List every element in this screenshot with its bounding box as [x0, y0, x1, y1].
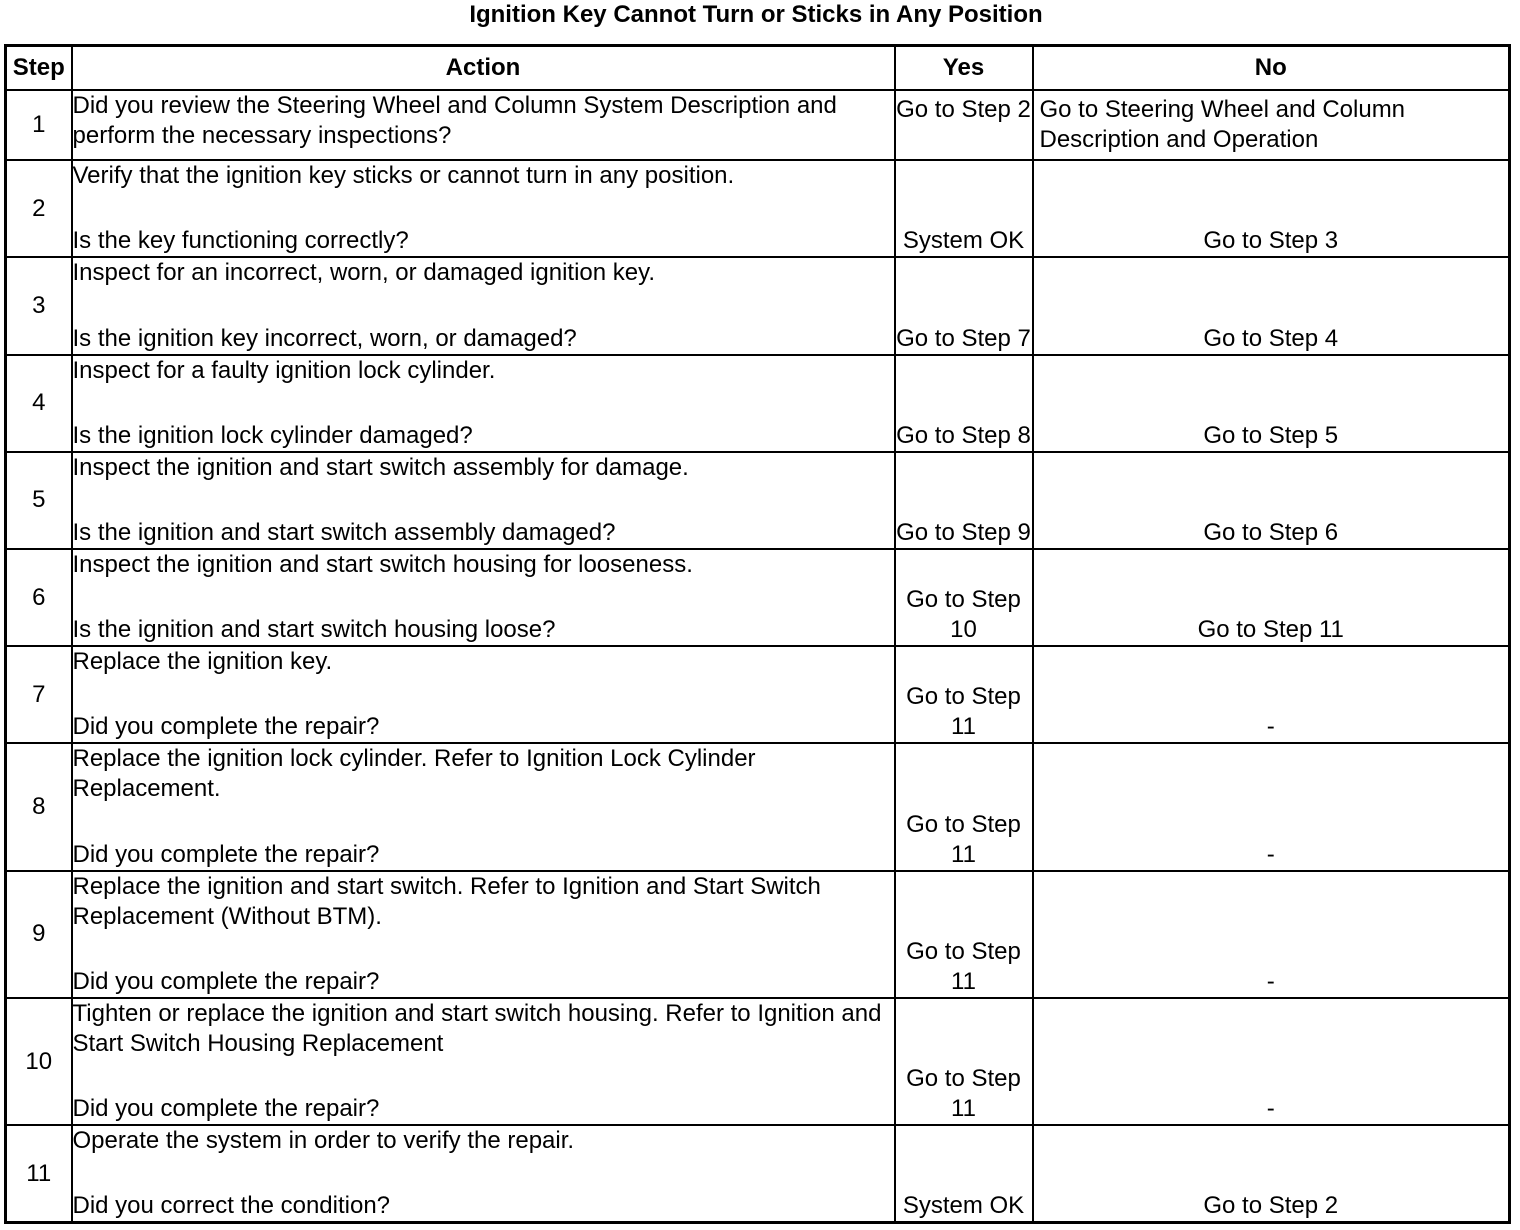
- table-row: [6, 549, 1510, 646]
- yes-cell: Go to Step 11: [895, 743, 1033, 870]
- yes-cell: System OK: [895, 160, 1033, 257]
- action-cell: [72, 998, 895, 1125]
- action-text: Operate the system in order to verify the repair.: [72, 1127, 575, 1155]
- no-cell: Go to Steering Wheel and Column Description and Operation: [1033, 90, 1510, 160]
- action-cell: [72, 549, 895, 646]
- action-cell: [72, 257, 895, 354]
- no-cell: -: [1033, 646, 1510, 743]
- table-row: [6, 355, 1510, 452]
- yes-cell: Go to Step 8: [895, 355, 1033, 452]
- action-cell: [72, 646, 895, 743]
- header-row: [6, 46, 1510, 91]
- yes-cell: Go to Step 9: [895, 452, 1033, 549]
- yes-cell: Go to Step 11: [895, 998, 1033, 1125]
- step-number: 10: [6, 998, 72, 1125]
- table-row: [6, 257, 1510, 354]
- no-cell: Go to Step 2: [1033, 1125, 1510, 1222]
- action-question: Is the ignition lock cylinder damaged?: [72, 421, 473, 449]
- action-question: Did you correct the condition?: [72, 1192, 391, 1219]
- yes-cell: Go to Step 11: [895, 646, 1033, 743]
- table-row: [6, 90, 1510, 160]
- no-cell: Go to Step 11: [1033, 549, 1510, 646]
- step-number: 5: [6, 452, 72, 549]
- no-cell: Go to Step 3: [1033, 160, 1510, 257]
- table-row: [6, 871, 1510, 998]
- table-row: [6, 646, 1510, 743]
- page-title: Ignition Key Cannot Turn or Sticks in Any Position: [469, 1, 1043, 28]
- yes-cell: Go to Step 11: [895, 871, 1033, 998]
- step-number: 8: [6, 743, 72, 870]
- table-row: [6, 160, 1510, 257]
- yes-cell: System OK: [895, 1125, 1033, 1222]
- table-row: [6, 452, 1510, 549]
- table-row: [6, 998, 1510, 1125]
- action-text: Inspect for an incorrect, worn, or damaged ignition key.: [72, 259, 656, 287]
- action-cell: [72, 743, 895, 870]
- no-cell: -: [1033, 998, 1510, 1125]
- action-question: Is the key functioning correctly?: [72, 227, 409, 255]
- step-number: 9: [6, 871, 72, 998]
- action-cell: [72, 90, 895, 160]
- step-number: 3: [6, 257, 72, 354]
- step-number: 6: [6, 549, 72, 646]
- action-cell: [72, 160, 895, 257]
- action-question: Is the ignition and start switch housing loose?: [72, 616, 556, 644]
- action-cell: [72, 1125, 895, 1222]
- action-question: Is the ignition and start switch assembly damaged?: [72, 518, 616, 546]
- no-cell: Go to Step 4: [1033, 257, 1510, 354]
- step-number: 7: [6, 646, 72, 743]
- action-question: Did you complete the repair?: [72, 967, 380, 995]
- header-yes: Yes: [895, 46, 1033, 91]
- step-number: 1: [6, 90, 72, 160]
- action-question: Did you complete the repair?: [72, 1095, 380, 1123]
- action-text: Replace the ignition lock cylinder. Refer to Ignition Lock Cylinder Replacement.: [72, 745, 756, 803]
- no-cell: Go to Step 5: [1033, 355, 1510, 452]
- step-number: 11: [6, 1125, 72, 1222]
- step-number: 2: [6, 160, 72, 257]
- diagnostic-table: [4, 44, 1511, 1224]
- action-text: Inspect the ignition and start switch assembly for damage.: [72, 453, 689, 481]
- action-text: Replace the ignition key.: [72, 648, 333, 676]
- no-cell: Go to Step 6: [1033, 452, 1510, 549]
- action-text: Inspect for a faulty ignition lock cylinder.: [72, 356, 496, 384]
- action-text: Replace the ignition and start switch. Refer to Ignition and Start Switch Replacement (Without BTM).: [72, 872, 821, 930]
- action-question: Is the ignition key incorrect, worn, or damaged?: [72, 324, 577, 352]
- action-text: Tighten or replace the ignition and start switch housing. Refer to Ignition and Start Switch Housing Replacement: [72, 999, 882, 1057]
- yes-cell: Go to Step 7: [895, 257, 1033, 354]
- header-step: Step: [6, 46, 72, 91]
- table-row: [6, 1125, 1510, 1222]
- action-text: Inspect the ignition and start switch housing for looseness.: [72, 550, 693, 578]
- no-cell: -: [1033, 871, 1510, 998]
- action-text: Verify that the ignition key sticks or cannot turn in any position.: [72, 162, 735, 190]
- step-number: 4: [6, 355, 72, 452]
- action-question: Did you complete the repair?: [72, 840, 380, 868]
- header-action: Action: [72, 46, 895, 91]
- action-cell: [72, 871, 895, 998]
- yes-cell: Go to Step 10: [895, 549, 1033, 646]
- header-no: No: [1033, 46, 1510, 91]
- action-question: Did you complete the repair?: [72, 713, 380, 741]
- yes-cell: Go to Step 2: [895, 90, 1033, 160]
- action-cell: [72, 355, 895, 452]
- action-cell: [72, 452, 895, 549]
- table-row: [6, 743, 1510, 870]
- action-text: Did you review the Steering Wheel and Column System Description and perform the necessary inspections?: [72, 92, 837, 149]
- no-cell: -: [1033, 743, 1510, 870]
